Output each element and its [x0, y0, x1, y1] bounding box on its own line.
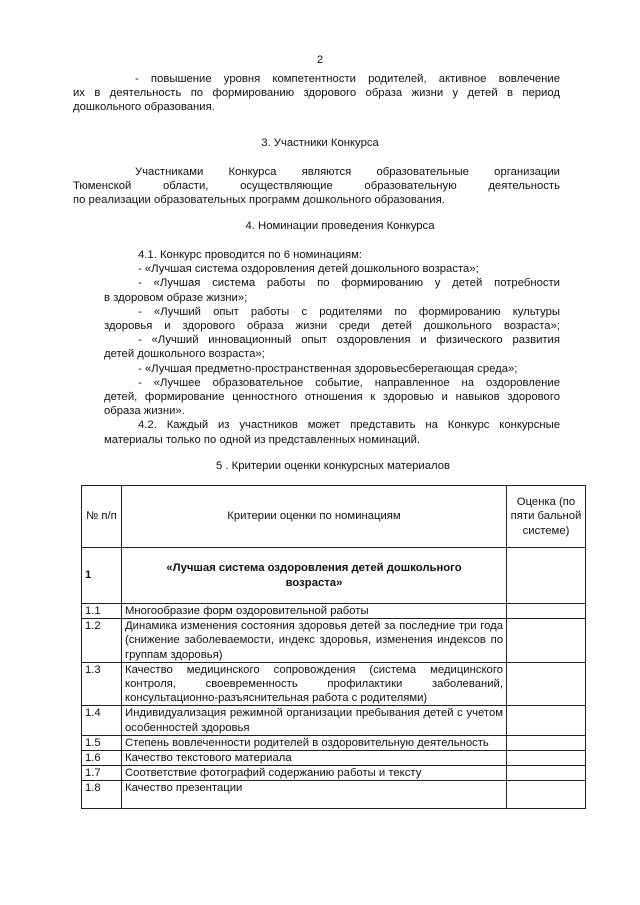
score-cell — [507, 662, 586, 706]
intro-line: - повышение уровня компетентности родителей, активное вовлечение — [135, 73, 560, 85]
nomination-item-cont: детей, формирование ценностного отношения к здоровью и навыков здорового — [104, 391, 560, 404]
header-criteria: Критерии оценки по номинациям — [122, 486, 507, 548]
table-row — [82, 766, 586, 781]
section-4-line: 4.1. Конкурс проводится по 6 номинациям: — [138, 249, 363, 261]
section-4-title: 4. Номинации проведения Конкурса — [245, 220, 435, 232]
table-row — [82, 662, 586, 706]
section-5-title: 5 . Критерии оценки конкурсных материалов — [215, 460, 451, 472]
nomination-item: - «Лучшая система работы по формированию у детей потребности — [138, 277, 560, 290]
row-num: 1.7 — [82, 766, 122, 781]
score-cell — [507, 751, 586, 766]
table-header-row — [82, 486, 586, 548]
section-3-title: 3. Участники Конкурса — [261, 137, 379, 149]
nomination-item: - «Лучшая предметно-пространственная здоровьесберегающая среда»; — [138, 362, 518, 375]
nomination-num: 1 — [82, 548, 122, 604]
row-text: Многообразие форм оздоровительной работы — [122, 604, 507, 619]
nomination-item: - «Лучший опыт работы с родителями по формированию культуры — [138, 305, 560, 318]
row-num: 1.2 — [82, 619, 122, 663]
row-text: Качество текстового материала — [122, 751, 507, 766]
nomination-item-cont: образа жизни». — [104, 405, 185, 418]
row-num: 1.1 — [82, 604, 122, 619]
section-3-line: Участниками Конкурса являются образовательные организации — [135, 166, 560, 178]
row-text: Соответствие фотографий содержанию работы и тексту — [122, 766, 507, 781]
row-num: 1.8 — [82, 781, 122, 809]
score-cell — [507, 706, 586, 735]
nomination-item: - «Лучшая система оздоровления детей дошкольного возраста»; — [138, 263, 479, 276]
row-num: 1.5 — [82, 735, 122, 750]
row-text: Индивидуализация режимной организации пребывания детей с учетом особенностей здоровья — [122, 706, 507, 735]
row-num: 1.3 — [82, 662, 122, 706]
row-text: Динамика изменения состояния здоровья детей за последние три года (снижение заболеваемости, индекс здоровья, изменения индексов по группам здоровья) — [122, 619, 507, 663]
criteria-table — [81, 485, 586, 809]
section-3-paragraph — [73, 165, 560, 208]
row-text: Качество медицинского сопровождения (система медицинского контроля, своевременность профилактики заболеваний, консультационно-разъяснительная работа с родителями) — [122, 662, 507, 706]
score-cell — [507, 735, 586, 750]
score-cell — [507, 619, 586, 663]
intro-line: дошкольного образования. — [73, 101, 215, 114]
header-num: № п/п — [82, 486, 122, 548]
row-text: Качество презентации — [122, 781, 507, 809]
nomination-item-cont: в здоровом образе жизни»; — [104, 291, 248, 304]
page-number: 2 — [316, 54, 324, 66]
section-3-line: по реализации образовательных программ дошкольного образования. — [73, 194, 445, 207]
intro-paragraph — [73, 72, 560, 115]
table-row — [82, 706, 586, 735]
nomination-item-cont: здоровья и здорового образа жизни среди детей дошкольного возраста»; — [104, 320, 560, 333]
table-row — [82, 604, 586, 619]
row-text: Степень вовлеченности родителей в оздоровительную деятельность — [122, 735, 507, 750]
section-4-line: 4.2. Каждый из участников может представить на Конкурс конкурсные — [138, 419, 560, 432]
row-num: 1.6 — [82, 751, 122, 766]
score-cell — [507, 604, 586, 619]
intro-line: их в деятельность по формированию здорового образа жизни у детей в период — [73, 87, 560, 100]
header-score: Оценка (по пяти бальной системе) — [507, 486, 586, 548]
row-num: 1.4 — [82, 706, 122, 735]
table-row — [82, 781, 586, 809]
table-row — [82, 619, 586, 663]
score-cell — [507, 781, 586, 809]
section-4-line: материалы только по одной из представленных номинаций. — [104, 433, 421, 446]
nomination-item: - «Лучший инновационный опыт оздоровления и физического развития — [138, 334, 560, 347]
nomination-item: - «Лучшее образовательное событие, направленное на оздоровление — [138, 376, 560, 389]
nomination-title: «Лучшая система оздоровления детей дошкольного возраста» — [122, 548, 507, 604]
nomination-item-cont: детей дошкольного возраста»; — [104, 348, 265, 361]
section-3-line: Тюменской области, осуществляющие образовательную деятельность — [73, 180, 560, 193]
section-4-list — [73, 248, 560, 447]
score-cell — [507, 766, 586, 781]
score-cell — [507, 548, 586, 604]
table-row — [82, 735, 586, 750]
table-row — [82, 751, 586, 766]
nomination-row — [82, 548, 586, 604]
